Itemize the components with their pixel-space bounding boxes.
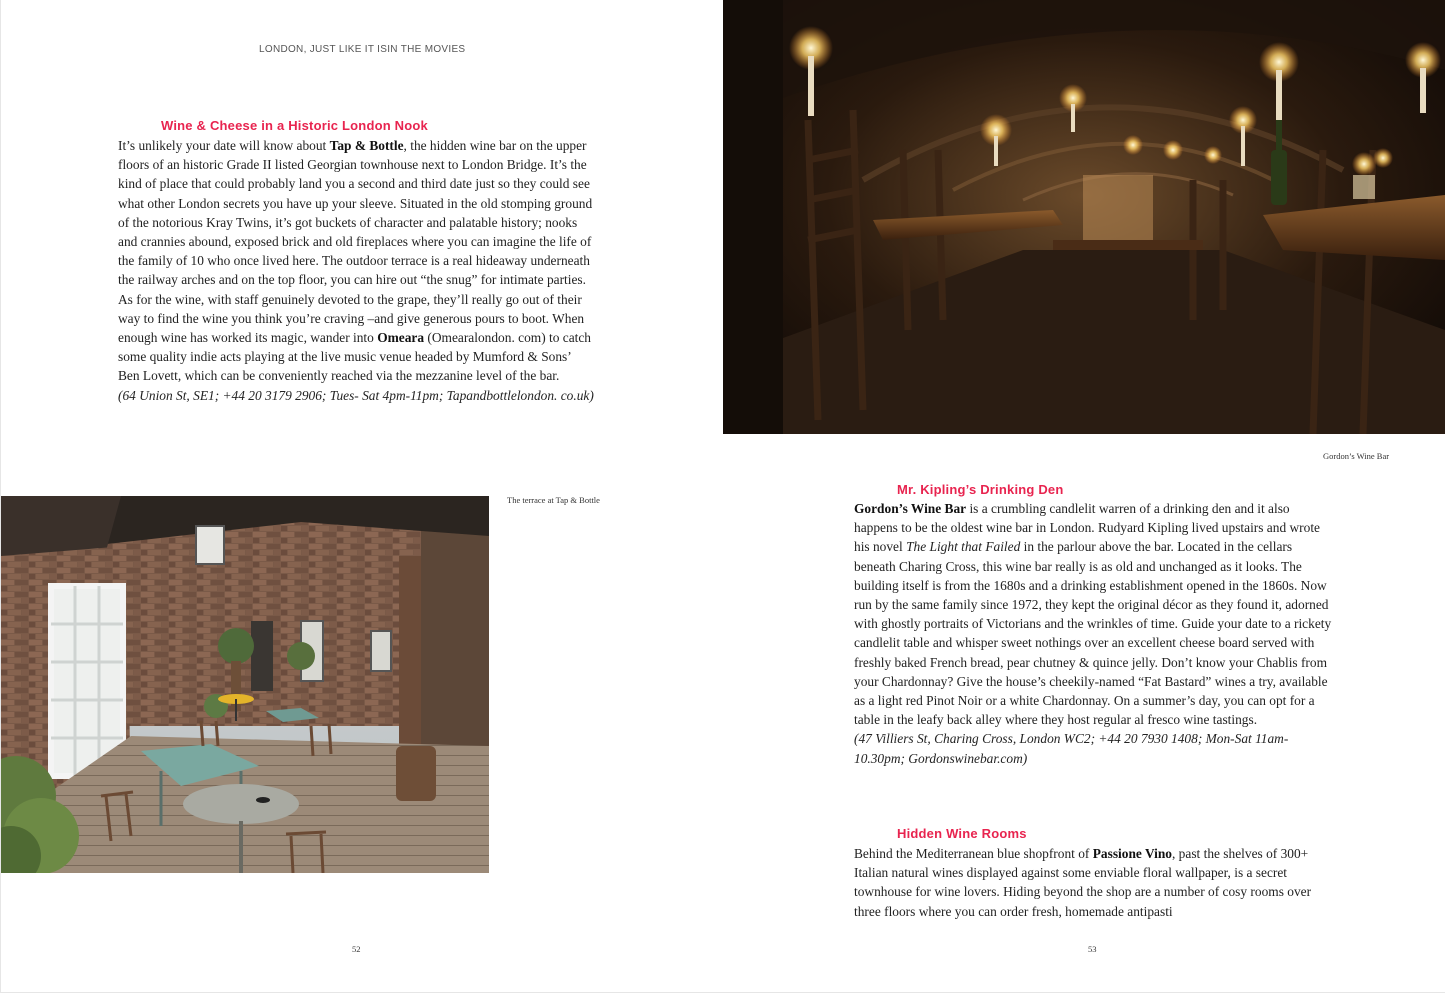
venue-info: [854, 729, 1332, 767]
paragraph: [854, 844, 1332, 921]
cellar-photo: [723, 0, 1445, 434]
venue-info-text: (64 Union St, SE1; +44 20 3179 2906; Tues- Sat 4pm-11pm; Tapandbottlelondon. co.uk): [118, 387, 594, 403]
text-run: Behind the Mediterranean blue shopfront of: [854, 846, 1093, 861]
venue-name-gordons: Gordon’s Wine Bar: [854, 501, 967, 516]
text-run: (Omearalondon. com) to catch some quality indie acts playing at the live music venue headed by Mumford & Sons’ Ben Lovett, which can be conveniently reached via the mezzanine level of the bar.: [118, 330, 592, 384]
text-run: in the parlour above the bar. Located in the cellars beneath Charing Cross, this wine bar really is as old and unchanged as it looks. The building itself is from the 1680s and a drinking establishment opened in the 1860s. Now run by the same family since 1972, they kept the original décor as they found it, adorned with ghostly portraits of Victorians and the wrinkles of time. Guide your date to a rickety candlelit table and whisper sweet nothings over an excellent cheese board served with freshly baked French bread, pear chutney & quince jelly. Don’t know your Chablis from your Chardonnay? Give the house’s cheekily-named “Fat Bastard” wines a try, available as a light red Pinot Noir or a white Chardonnay. On a summer’s day, you can opt for a table in the leafy back alley where they host regular al fresco wine tastings.: [854, 539, 1332, 728]
paragraph: [118, 136, 594, 386]
text-run: , the hidden wine bar on the upper floors of an historic Grade II listed Georgian townhouse next to London Bridge. It’s the kind of place that could probably land you a second and third date just so they could see what other London secrets you have up your sleeve. Situated in the old stomping ground of the notorious Kray Twins, it’s got buckets of character and palatable history; nooks and crannies abound, exposed brick and old fireplaces where you can imagine the life of the family of 10 who once lived here. The outdoor terrace is a real hideaway underneath the railway arches and on the top floor, you can hire out “the snug” for intimate parties. As for the wine, with staff genuinely devoted to the grape, they’ll really go out of their way to find the wine you think you’re craving –and give generous pours to boot. When enough wine has worked its magic, wander into: [118, 138, 593, 346]
article-text-tap-bottle: [118, 136, 594, 405]
photo-caption-gordons: Gordon’s Wine Bar: [1323, 451, 1390, 461]
section-heading-wine-cheese: Wine & Cheese in a Historic London Nook: [161, 118, 428, 133]
article-text-passione-vino: [854, 844, 1332, 921]
text-run: is a crumbling candlelit warren of a drinking den and it also happens to be the oldest wine bar in London. Rudyard Kipling lived upstairs and wrote his novel: [854, 501, 1320, 555]
text-run: , past the shelves of 300+ Italian natural wines displayed against some enviable floral wallpaper, is a secret townhouse for wine lovers. Hiding beyond the shop are a number of cosy rooms over three floors where you can order fresh, homemade antipasti: [854, 846, 1312, 919]
left-page: [0, 0, 723, 993]
venue-info: [118, 386, 594, 405]
page-number-right: 53: [1088, 944, 1097, 954]
venue-name-passione-vino: Passione Vino: [1092, 846, 1172, 861]
running-head: LONDON, JUST LIKE IT ISIN THE MOVIES: [259, 44, 466, 55]
venue-name-omeara: Omeara: [377, 330, 425, 346]
cellar-illustration: [723, 0, 1445, 434]
article-text-gordons: [854, 499, 1332, 768]
terrace-illustration: [1, 496, 489, 873]
section-heading-hidden-wine-rooms: Hidden Wine Rooms: [897, 826, 1027, 841]
section-heading-kipling: Mr. Kipling’s Drinking Den: [897, 482, 1064, 497]
paragraph: [854, 499, 1332, 729]
terrace-photo: [1, 496, 489, 873]
novel-title: The Light that Failed: [906, 539, 1021, 555]
page-number-left: 52: [352, 944, 361, 954]
venue-info-text: (47 Villiers St, Charing Cross, London WC2; +44 20 7930 1408; Mon-Sat 11am-10.30pm; Gordonswinebar.com): [854, 731, 1289, 766]
text-run: It’s unlikely your date will know about: [118, 138, 330, 153]
venue-name-tap-bottle: Tap & Bottle: [329, 138, 404, 153]
photo-caption-terrace: The terrace at Tap & Bottle: [507, 495, 600, 505]
right-page: [723, 0, 1445, 993]
